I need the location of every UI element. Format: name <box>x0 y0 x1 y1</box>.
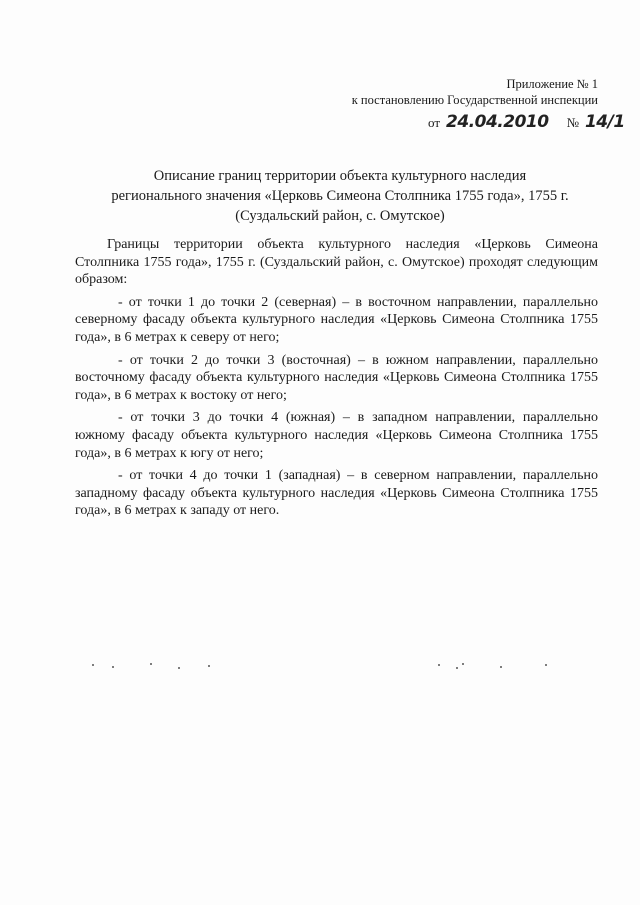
appendix-number: Приложение № 1 <box>506 77 598 91</box>
boundary-point-2: - от точки 2 до точки 3 (восточная) – в южном направлении, параллельно восточному фасаду объекта культурного наследия «Церковь Симеона Столпника 1755 года», в 6 метрах к востоку от него; <box>75 352 598 403</box>
handwritten-date: 24.04.2010 <box>446 112 549 132</box>
title-line-2: регионального значения «Церковь Симеона Столпника 1755 года», 1755 г. <box>111 188 569 204</box>
intro-paragraph: Границы территории объекта культурного наследия «Церковь Симеона Столпника 1755 года», 1755 г. (Суздальский район, с. Омутское) проходят следующим образом: <box>75 237 598 288</box>
boundary-point-1: - от точки 1 до точки 2 (северная) – в восточном направлении, параллельно северному фасаду объекта культурного наследия «Церковь Симеона Столпника 1755 года», в 6 метрах к северу от него; <box>75 294 598 345</box>
appendix-header <box>352 76 598 108</box>
title-line-1: Описание границ территории объекта культурного наследия <box>153 168 527 184</box>
boundary-point-3: - от точки 3 до точки 4 (южная) – в западном направлении, параллельно южному фасаду объекта культурного наследия «Церковь Симеона Столпника 1755 года», в 6 метрах к югу от него; <box>75 410 598 461</box>
resolution-reference: к постановлению Государственной инспекции <box>351 93 598 107</box>
date-prefix: от <box>428 115 441 130</box>
document-body <box>75 236 598 525</box>
scan-artifacts <box>0 660 640 672</box>
boundary-point-4: - от точки 4 до точки 1 (западная) – в северном направлении, параллельно западному фасаду объекта культурного наследия «Церковь Симеона Столпника 1755 года», в 6 метрах к западу от него. <box>75 468 598 519</box>
title-line-3: (Суздальский район, с. Омутское) <box>235 208 445 224</box>
number-prefix: № <box>566 115 579 130</box>
handwritten-number: 14/1 <box>584 112 625 132</box>
date-number-line <box>428 112 625 132</box>
document-title <box>60 166 620 226</box>
